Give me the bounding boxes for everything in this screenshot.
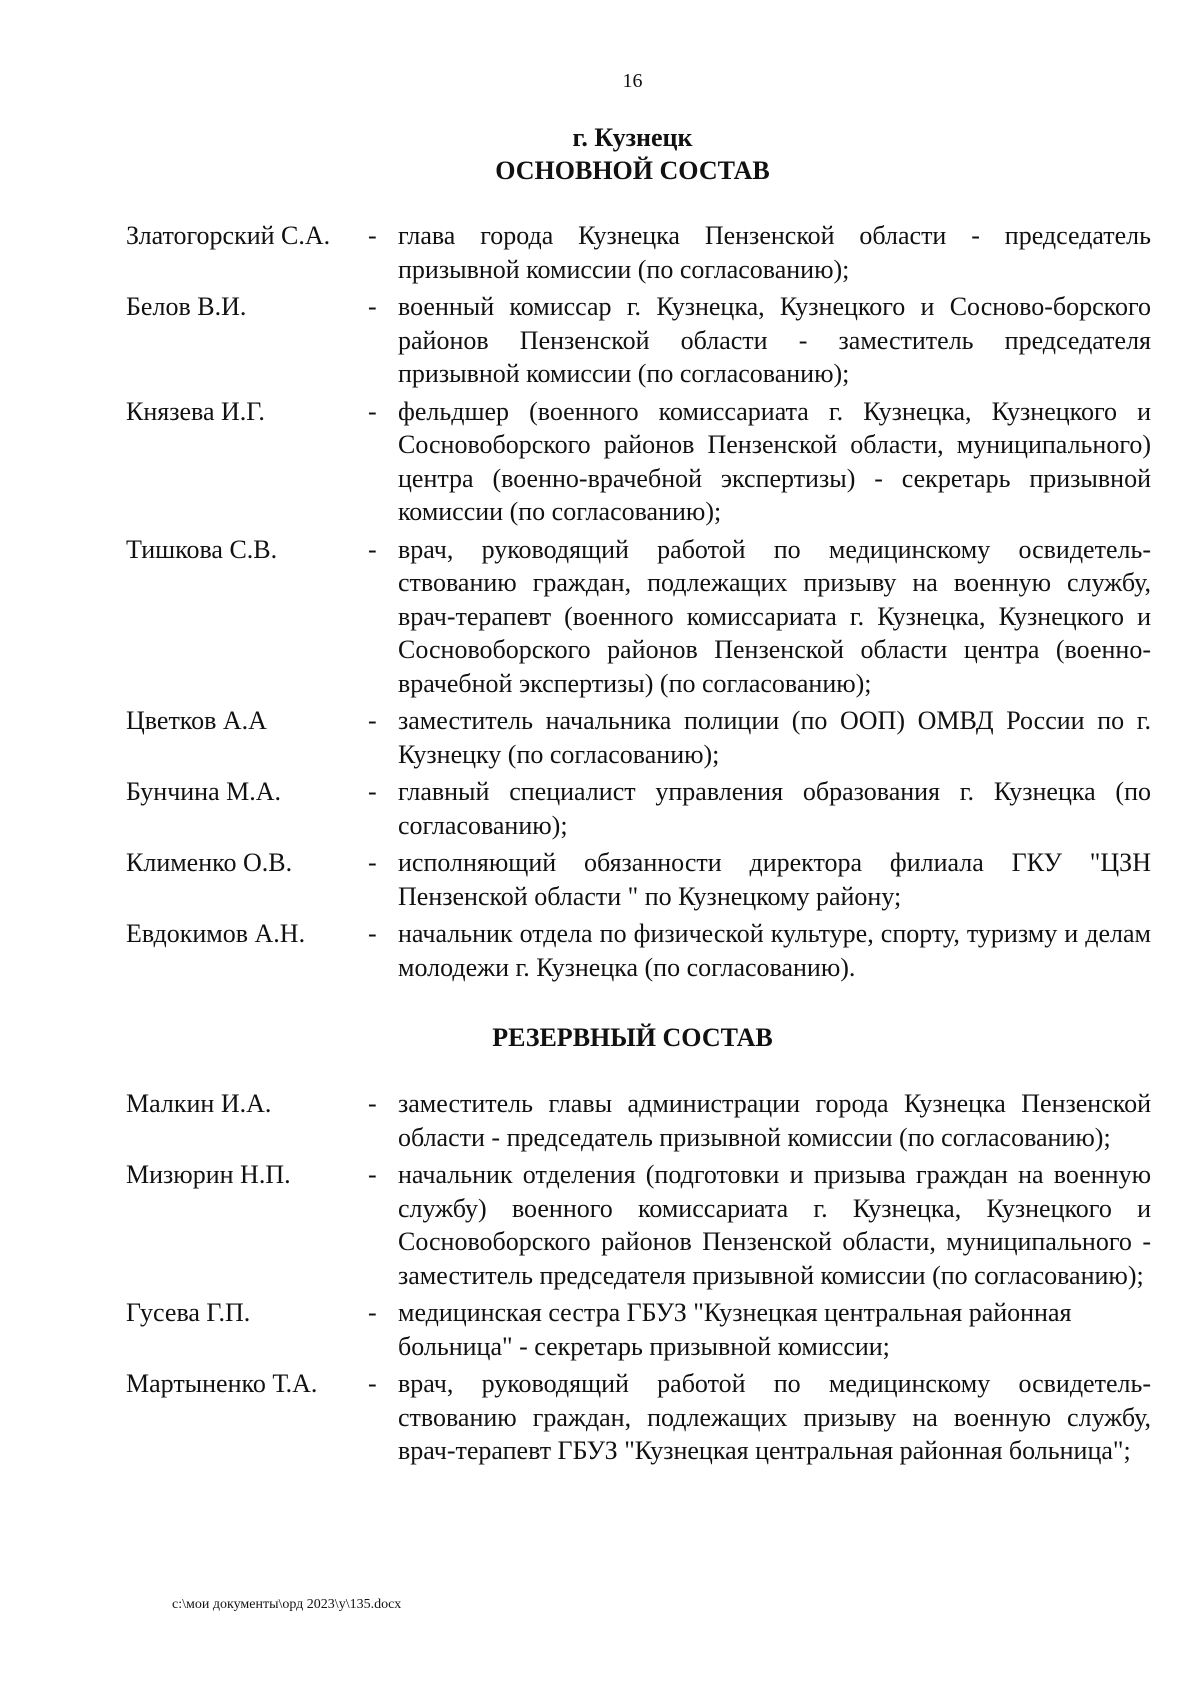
member-role: исполняющий обязанности директора филиала ГКУ "ЦЗН Пензенской области " по Кузнецкому району; <box>398 848 1151 911</box>
member-role: военный комиссар г. Кузнецка, Кузнецкого и Сосново-борского районов Пензенской области - заместитель председателя призывной комиссии (по согласованию); <box>398 292 1151 388</box>
list-item <box>126 533 1151 701</box>
dash-separator: - <box>368 1089 377 1118</box>
dash-separator: - <box>368 1369 377 1398</box>
list-item <box>126 290 1151 391</box>
member-name: Цветков А.А <box>126 706 267 735</box>
member-role: начальник отделения (подготовки и призыва граждан на военную службу) военного комиссариата г. Кузнецка, Кузнецкого и Сосновоборского районов Пензенской области, муниципального - заместитель председателя призывной комиссии (по согласованию); <box>398 1160 1151 1290</box>
reserve-composition-title: РЕЗЕРВНЫЙ СОСТАВ <box>492 1023 773 1052</box>
member-role: врач, руководящий работой по медицинскому освидетель-ствованию граждан, подлежащих призыву на военную службу, врач-терапевт (военного комиссариата г. Кузнецка, Кузнецкого и Сосновоборского районов Пензенской области центра (военно-врачебной экспертизы) (по согласованию); <box>398 534 1151 698</box>
member-role: глава города Кузнецка Пензенской области - председатель призывной комиссии (по согласованию); <box>398 221 1151 284</box>
dash-separator: - <box>368 534 377 564</box>
list-item <box>126 219 1151 286</box>
list-item <box>126 917 1151 984</box>
footer-file-path: c:\мои документы\орд 2023\у\135.docx <box>172 1597 402 1612</box>
list-item <box>126 775 1151 842</box>
list-item <box>126 1296 1151 1363</box>
main-composition-list <box>126 219 1151 988</box>
list-item <box>126 1158 1151 1292</box>
dash-separator: - <box>368 1160 377 1189</box>
member-role: медицинская сестра ГБУЗ "Кузнецкая центральная районная больница" - секретарь призывной комиссии; <box>398 1298 1072 1361</box>
member-name: Малкин И.А. <box>126 1089 272 1118</box>
member-name: Гусева Г.П. <box>126 1298 251 1327</box>
list-item <box>126 395 1151 529</box>
member-role: заместитель начальника полиции (по ООП) ОМВД России по г. Кузнецку (по согласованию); <box>398 706 1151 769</box>
dash-separator: - <box>368 396 377 426</box>
main-composition-title: ОСНОВНОЙ СОСТАВ <box>495 156 770 185</box>
member-role: главный специалист управления образования г. Кузнецка (по согласованию); <box>398 777 1151 840</box>
dash-separator: - <box>368 777 377 806</box>
list-item <box>126 704 1151 771</box>
member-role: врач, руководящий работой по медицинскому освидетель-ствованию граждан, подлежащих призыву на военную службу, врач-терапевт ГБУЗ "Кузнецкая центральная районная больница"; <box>398 1369 1151 1465</box>
member-name: Мизюрин Н.П. <box>126 1160 291 1189</box>
list-item <box>126 846 1151 913</box>
dash-separator: - <box>368 919 377 948</box>
member-name: Бунчина М.А. <box>126 777 282 806</box>
list-item <box>126 1367 1151 1468</box>
dash-separator: - <box>368 292 377 321</box>
reserve-composition-list <box>126 1087 1151 1472</box>
member-name: Евдокимов А.Н. <box>126 919 306 948</box>
dash-separator: - <box>368 848 377 877</box>
dash-separator: - <box>368 221 377 250</box>
member-role: заместитель главы администрации города Кузнецка Пензенской области - председатель призывной комиссии (по согласованию); <box>398 1089 1151 1152</box>
page-number: 16 <box>622 70 643 92</box>
member-name: Белов В.И. <box>126 292 247 321</box>
list-item <box>126 1087 1151 1154</box>
member-role: фельдшер (военного комиссариата г. Кузнецка, Кузнецкого и Сосновоборского районов Пензенской области, муниципального) центра (военно-врачебной экспертизы) - секретарь призывной комиссии (по согласованию); <box>398 396 1151 526</box>
member-name: Князева И.Г. <box>126 396 265 426</box>
member-name: Златогорский С.А. <box>126 221 331 250</box>
city-heading: г. Кузнецк <box>572 123 693 152</box>
member-name: Тишкова С.В. <box>126 534 278 564</box>
member-name: Клименко О.В. <box>126 848 293 877</box>
dash-separator: - <box>368 1298 377 1327</box>
dash-separator: - <box>368 706 377 735</box>
member-role: начальник отдела по физической культуре, спорту, туризму и делам молодежи г. Кузнецка (по согласованию). <box>398 919 1151 982</box>
member-name: Мартыненко Т.А. <box>126 1369 318 1398</box>
